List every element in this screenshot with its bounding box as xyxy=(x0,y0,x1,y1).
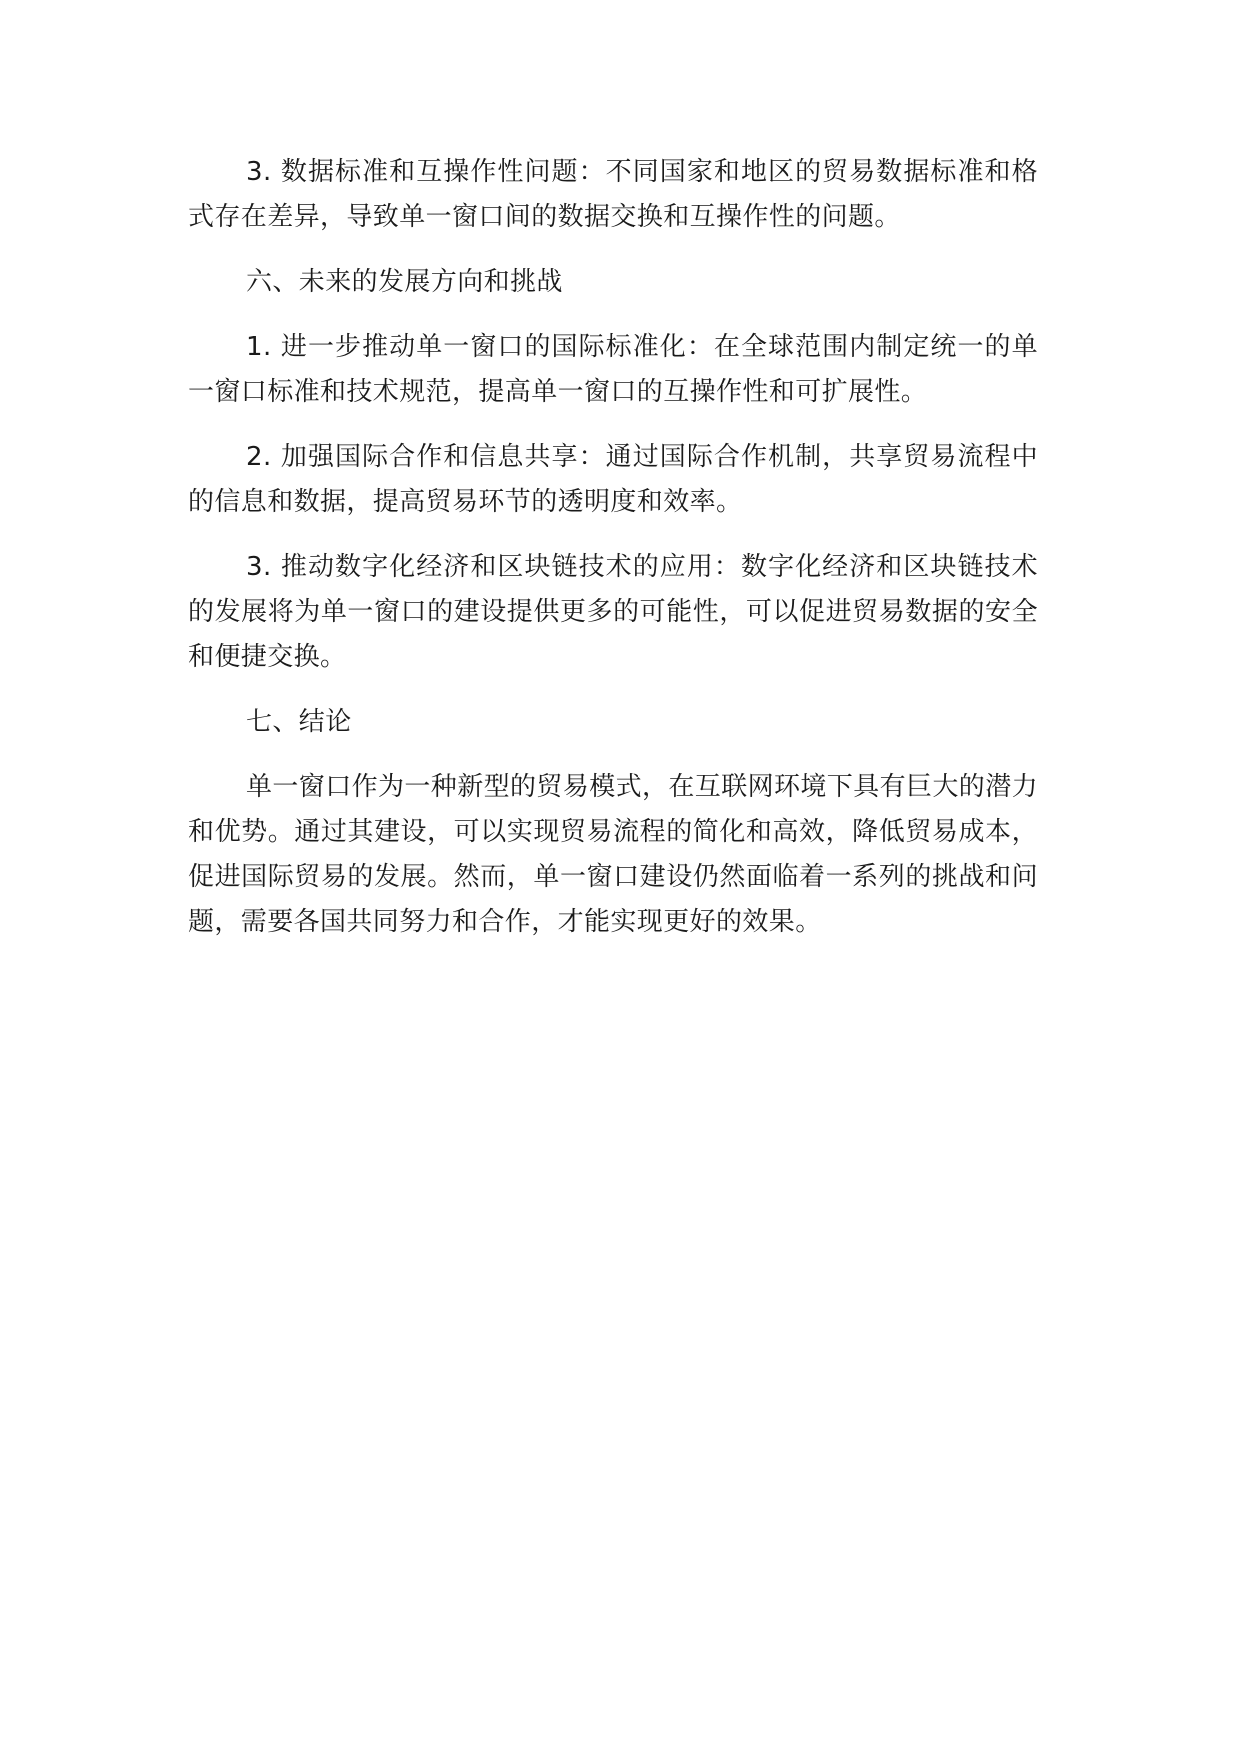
section-heading-future-directions: 六、未来的发展方向和挑战 xyxy=(246,267,563,297)
document-body xyxy=(188,150,1038,965)
paragraph-digital-economy-blockchain: 3. 推动数字化经济和区块链技术的应用：数字化经济和区块链技术的发展将为单一窗口的建设提供更多的可能性，可以促进贸易数据的安全和便捷交换。 xyxy=(188,552,1038,672)
section-heading-conclusion: 七、结论 xyxy=(246,707,352,737)
paragraph-international-cooperation: 2. 加强国际合作和信息共享：通过国际合作机制，共享贸易流程中的信息和数据，提高贸易环节的透明度和效率。 xyxy=(188,442,1038,517)
paragraph-data-standards-issue: 3. 数据标准和互操作性问题：不同国家和地区的贸易数据标准和格式存在差异，导致单一窗口间的数据交换和互操作性的问题。 xyxy=(188,157,1038,232)
paragraph-international-standardization: 1. 进一步推动单一窗口的国际标准化：在全球范围内制定统一的单一窗口标准和技术规范，提高单一窗口的互操作性和可扩展性。 xyxy=(188,332,1038,407)
paragraph-conclusion: 单一窗口作为一种新型的贸易模式，在互联网环境下具有巨大的潜力和优势。通过其建设，可以实现贸易流程的简化和高效，降低贸易成本，促进国际贸易的发展。然而，单一窗口建设仍然面临着一系列的挑战和问题，需要各国共同努力和合作，才能实现更好的效果。 xyxy=(188,772,1039,937)
